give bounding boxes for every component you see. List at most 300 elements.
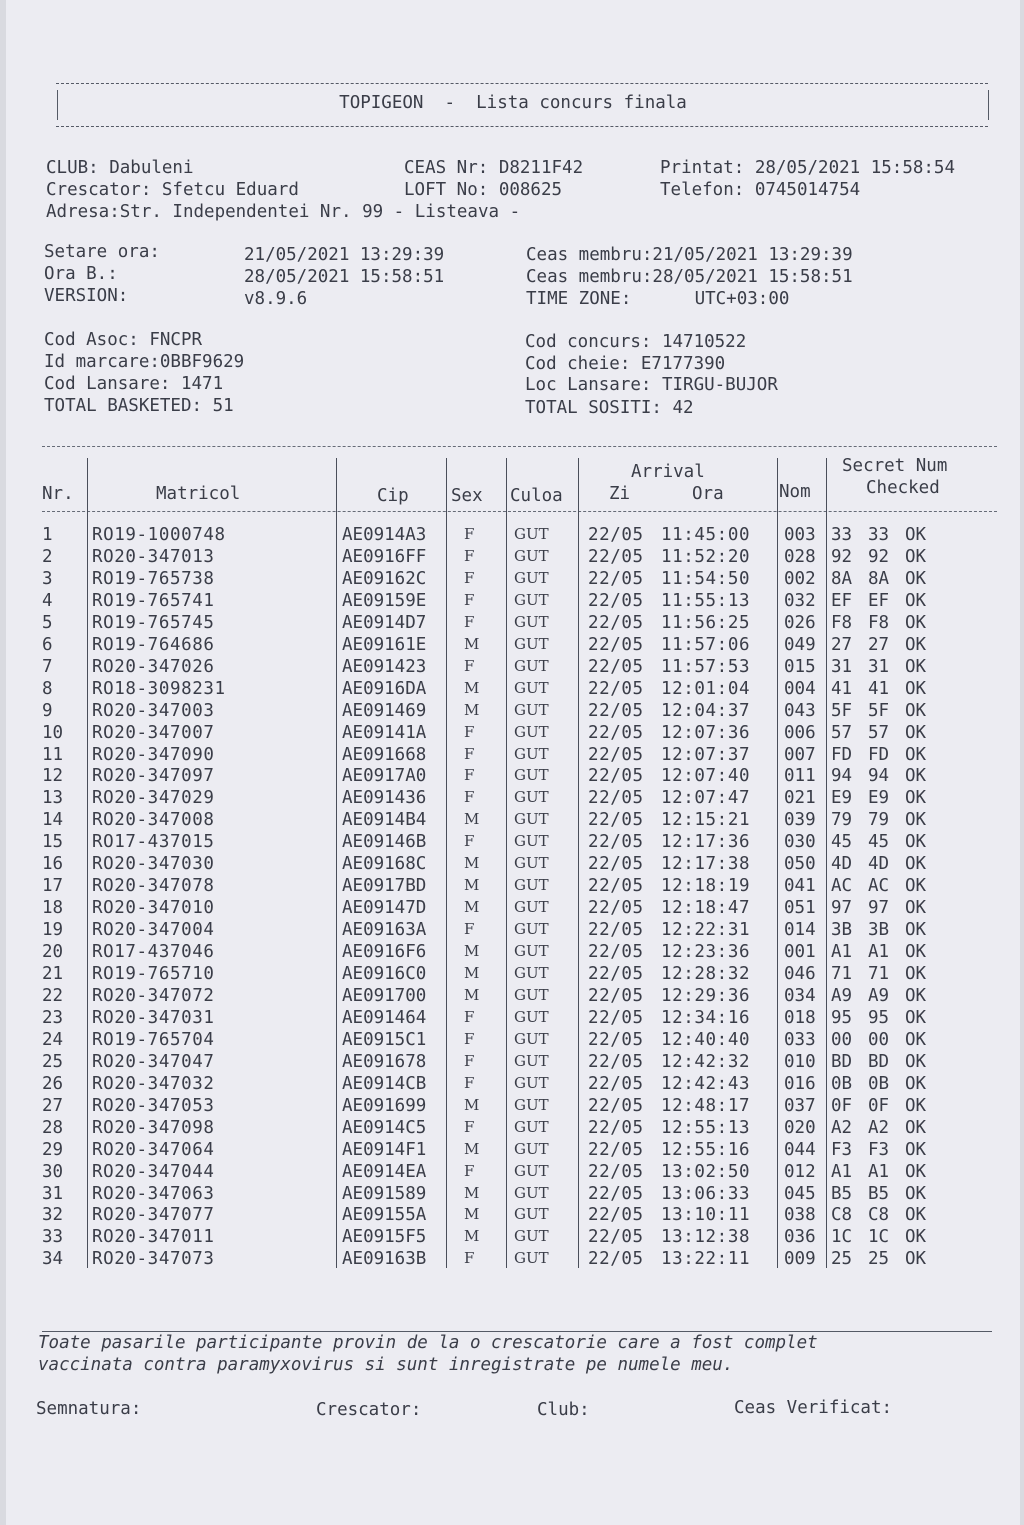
row-day: 22/05 (588, 590, 644, 611)
row-nr: 1 (42, 525, 53, 545)
row-secret-2: 45 (868, 832, 890, 853)
row-secret-1: B5 (831, 1183, 853, 1204)
row-time: 12:17:36 (661, 832, 751, 853)
row-secret-2: 33 (868, 525, 890, 545)
row-time: 13:10:11 (661, 1205, 751, 1226)
row-cip: AE0916FF (342, 546, 427, 567)
table-row (6, 547, 1020, 569)
row-secret-1: F3 (831, 1139, 853, 1160)
row-nr: 19 (42, 920, 64, 941)
clock-b-label: Ora B.: (44, 264, 118, 284)
row-sex: M (464, 898, 480, 917)
row-nr: 5 (42, 612, 53, 633)
member-clock-start: Ceas membru:21/05/2021 13:29:39 (526, 245, 853, 265)
row-nom: 004 (784, 678, 816, 699)
row-day: 22/05 (588, 525, 644, 545)
row-cip: AE091678 (342, 1051, 427, 1072)
table-row (6, 1052, 1020, 1074)
table-row (6, 1118, 1020, 1140)
row-day: 22/05 (588, 1029, 644, 1050)
row-checked: OK (905, 525, 927, 545)
row-cip: AE09155A (342, 1205, 427, 1226)
row-checked: OK (905, 722, 927, 743)
row-nom: 044 (784, 1139, 816, 1160)
row-nr: 15 (42, 832, 64, 853)
row-secret-2: 31 (868, 656, 890, 677)
row-checked: OK (905, 810, 927, 831)
row-time: 11:45:00 (661, 525, 751, 545)
row-secret-2: 4D (868, 854, 890, 875)
print-timestamp: Printat: 28/05/2021 15:58:54 (660, 158, 956, 178)
row-sex: F (464, 1007, 475, 1026)
row-time: 11:56:25 (661, 612, 751, 633)
row-time: 12:07:37 (661, 744, 751, 765)
clock-b-value: 28/05/2021 15:58:51 (244, 267, 445, 287)
row-day: 22/05 (588, 964, 644, 984)
row-culoa: GUT (514, 546, 549, 565)
row-matricol: RO20-347029 (92, 788, 215, 809)
row-time: 12:42:32 (661, 1051, 751, 1072)
row-nom: 010 (784, 1051, 816, 1072)
row-sex: F (464, 1117, 475, 1136)
row-time: 12:48:17 (661, 1095, 751, 1116)
row-time: 12:22:31 (661, 920, 751, 941)
row-day: 22/05 (588, 722, 644, 743)
row-cip: AE09147D (342, 898, 427, 919)
row-secret-1: 00 (831, 1029, 853, 1050)
row-checked: OK (905, 590, 927, 611)
row-time: 12:07:40 (661, 766, 751, 787)
row-matricol: RO19-764686 (92, 634, 215, 655)
row-culoa: GUT (514, 766, 549, 785)
row-day: 22/05 (588, 656, 644, 677)
row-sex: M (464, 678, 480, 697)
release-location: Loc Lansare: TIRGU-BUJOR (525, 375, 778, 395)
row-checked: OK (905, 1007, 927, 1028)
row-matricol: RO20-347098 (92, 1117, 215, 1138)
row-nr: 2 (42, 546, 53, 567)
row-time: 12:07:47 (661, 788, 751, 809)
row-time: 12:42:43 (661, 1073, 751, 1094)
row-checked: OK (905, 964, 927, 984)
table-row (6, 1205, 1020, 1227)
row-nom: 049 (784, 634, 816, 655)
row-checked: OK (905, 898, 927, 919)
row-checked: OK (905, 766, 927, 787)
row-day: 22/05 (588, 700, 644, 721)
row-nr: 23 (42, 1007, 64, 1028)
row-nr: 27 (42, 1095, 64, 1116)
row-nr: 34 (42, 1249, 64, 1270)
row-day: 22/05 (588, 942, 644, 963)
table-row (6, 569, 1020, 591)
header-nr: Nr. (42, 484, 74, 504)
row-secret-2: 95 (868, 1007, 890, 1028)
row-nr: 12 (42, 766, 64, 787)
release-code: Cod Lansare: 1471 (44, 374, 224, 394)
row-nr: 3 (42, 568, 53, 589)
row-nr: 11 (42, 744, 64, 765)
row-matricol: RO20-347026 (92, 656, 215, 677)
table-row (6, 832, 1020, 854)
clock-verified-label: Ceas Verificat: (734, 1398, 893, 1418)
row-secret-1: 8A (831, 568, 853, 589)
row-secret-1: 92 (831, 546, 853, 567)
row-culoa: GUT (514, 1227, 549, 1246)
version-label: VERSION: (44, 286, 129, 306)
row-secret-1: AC (831, 876, 853, 897)
row-matricol: RO20-347053 (92, 1095, 215, 1116)
row-checked: OK (905, 1249, 927, 1270)
row-nr: 13 (42, 788, 64, 809)
row-sex: F (464, 612, 475, 631)
row-secret-2: FD (868, 744, 890, 765)
row-secret-2: 57 (868, 722, 890, 743)
breeder-signature-label: Crescator: (316, 1400, 422, 1420)
header-culoa: Culoa (510, 486, 563, 506)
row-day: 22/05 (588, 1139, 644, 1160)
row-day: 22/05 (588, 788, 644, 809)
header-checked: Checked (866, 478, 940, 498)
row-secret-1: A1 (831, 942, 853, 963)
row-culoa: GUT (514, 964, 549, 982)
row-nom: 015 (784, 656, 816, 677)
row-nom: 011 (784, 766, 816, 787)
row-nr: 21 (42, 964, 64, 984)
row-day: 22/05 (588, 1205, 644, 1226)
row-sex: F (464, 568, 475, 587)
row-secret-2: 8A (868, 568, 890, 589)
row-cip: AE091589 (342, 1183, 427, 1204)
row-sex: M (464, 1227, 480, 1246)
row-cip: AE09168C (342, 854, 427, 875)
row-sex: F (464, 656, 475, 675)
row-cip: AE09161E (342, 634, 427, 655)
row-matricol: RO19-765745 (92, 612, 215, 633)
row-checked: OK (905, 1139, 927, 1160)
row-cip: AE0915C1 (342, 1029, 427, 1050)
association-code: Cod Asoc: FNCPR (44, 330, 203, 350)
row-sex: M (464, 985, 480, 1004)
row-secret-1: C8 (831, 1205, 853, 1226)
row-culoa: GUT (514, 876, 549, 895)
row-culoa: GUT (514, 1117, 549, 1136)
row-nr: 20 (42, 942, 64, 963)
row-secret-2: 3B (868, 920, 890, 941)
row-secret-2: A1 (868, 942, 890, 963)
row-nom: 018 (784, 1007, 816, 1028)
row-culoa: GUT (514, 920, 549, 939)
row-secret-2: F3 (868, 1139, 890, 1160)
row-checked: OK (905, 1183, 927, 1204)
title-box-bottom-border (56, 126, 988, 127)
row-checked: OK (905, 1117, 927, 1138)
row-time: 12:04:37 (661, 700, 751, 721)
row-cip: AE091436 (342, 788, 427, 809)
row-checked: OK (905, 634, 927, 655)
time-zone: TIME ZONE: UTC+03:00 (526, 289, 790, 309)
breeder-name: Crescator: Sfetcu Eduard (46, 180, 299, 200)
row-checked: OK (905, 1095, 927, 1116)
declaration-line-2: vaccinata contra paramyxovirus si sunt inregistrate pe numele meu. (38, 1355, 734, 1375)
row-secret-1: 94 (831, 766, 853, 787)
row-time: 11:57:06 (661, 634, 751, 655)
row-checked: OK (905, 656, 927, 677)
row-time: 11:54:50 (661, 568, 751, 589)
row-nr: 24 (42, 1029, 64, 1050)
row-sex: M (464, 964, 480, 982)
table-row (6, 1184, 1020, 1206)
row-nr: 10 (42, 722, 64, 743)
row-day: 22/05 (588, 634, 644, 655)
row-matricol: RO20-347007 (92, 722, 215, 743)
header-matricol: Matricol (156, 484, 241, 504)
row-culoa: GUT (514, 744, 549, 763)
row-cip: AE0914C5 (342, 1117, 427, 1138)
row-nom: 003 (784, 525, 816, 545)
row-secret-1: 71 (831, 964, 853, 984)
row-matricol: RO20-347011 (92, 1227, 215, 1248)
row-day: 22/05 (588, 810, 644, 831)
row-checked: OK (905, 788, 927, 809)
row-matricol: RO17-437046 (92, 942, 215, 963)
table-row (6, 745, 1020, 767)
marking-id: Id marcare:0BBF9629 (44, 352, 245, 372)
row-secret-2: BD (868, 1051, 890, 1072)
row-time: 11:57:53 (661, 656, 751, 677)
row-sex: M (464, 700, 480, 719)
table-row (6, 1008, 1020, 1030)
table-row (6, 1249, 1020, 1271)
row-cip: AE091469 (342, 700, 427, 721)
row-sex: F (464, 766, 475, 785)
row-matricol: RO20-347047 (92, 1051, 215, 1072)
row-nom: 030 (784, 832, 816, 853)
row-culoa: GUT (514, 700, 549, 719)
row-nom: 036 (784, 1227, 816, 1248)
header-nom: Nom (779, 482, 811, 502)
row-matricol: RO20-347072 (92, 985, 215, 1006)
row-checked: OK (905, 920, 927, 941)
row-day: 22/05 (588, 1051, 644, 1072)
row-day: 22/05 (588, 1073, 644, 1094)
row-nr: 18 (42, 898, 64, 919)
row-sex: M (464, 942, 480, 961)
row-nom: 050 (784, 854, 816, 875)
row-checked: OK (905, 678, 927, 699)
table-row (6, 1162, 1020, 1184)
row-matricol: RO19-765704 (92, 1029, 215, 1050)
row-nom: 032 (784, 590, 816, 611)
header-sex: Sex (451, 486, 483, 506)
table-row (6, 920, 1020, 942)
table-row (6, 788, 1020, 810)
row-matricol: RO18-3098231 (92, 678, 226, 699)
row-cip: AE09141A (342, 722, 427, 743)
table-row (6, 898, 1020, 920)
row-time: 13:02:50 (661, 1161, 751, 1182)
row-cip: AE0914A3 (342, 525, 427, 545)
row-matricol: RO20-347078 (92, 876, 215, 897)
row-time: 12:17:38 (661, 854, 751, 875)
row-secret-1: 5F (831, 700, 853, 721)
row-culoa: GUT (514, 1051, 549, 1070)
table-row (6, 591, 1020, 613)
footer-divider (42, 1331, 992, 1332)
row-culoa: GUT (514, 612, 549, 631)
row-day: 22/05 (588, 678, 644, 699)
table-row (6, 723, 1020, 745)
row-matricol: RO20-347032 (92, 1073, 215, 1094)
row-nom: 014 (784, 920, 816, 941)
row-secret-2: 94 (868, 766, 890, 787)
row-matricol: RO20-347008 (92, 810, 215, 831)
row-culoa: GUT (514, 942, 549, 961)
row-secret-1: 0B (831, 1073, 853, 1094)
row-secret-2: 5F (868, 700, 890, 721)
row-cip: AE091668 (342, 744, 427, 765)
row-nr: 26 (42, 1073, 64, 1094)
row-nom: 034 (784, 985, 816, 1006)
row-day: 22/05 (588, 1183, 644, 1204)
row-time: 11:55:13 (661, 590, 751, 611)
row-culoa: GUT (514, 1007, 549, 1026)
row-secret-2: F8 (868, 612, 890, 633)
row-secret-2: 00 (868, 1029, 890, 1050)
row-checked: OK (905, 700, 927, 721)
table-row (6, 1096, 1020, 1118)
row-checked: OK (905, 832, 927, 853)
table-row (6, 986, 1020, 1008)
row-nom: 026 (784, 612, 816, 633)
phone-number: Telefon: 0745014754 (660, 180, 861, 200)
row-nr: 28 (42, 1117, 64, 1138)
row-cip: AE091464 (342, 1007, 427, 1028)
row-secret-1: F8 (831, 612, 853, 633)
row-culoa: GUT (514, 810, 549, 829)
row-secret-1: 25 (831, 1249, 853, 1270)
row-checked: OK (905, 1161, 927, 1182)
table-row (6, 1227, 1020, 1249)
row-cip: AE0914CB (342, 1073, 427, 1094)
row-time: 11:52:20 (661, 546, 751, 567)
row-time: 12:55:16 (661, 1139, 751, 1160)
row-secret-2: 97 (868, 898, 890, 919)
row-secret-2: A2 (868, 1117, 890, 1138)
row-secret-2: C8 (868, 1205, 890, 1226)
row-day: 22/05 (588, 766, 644, 787)
row-nom: 039 (784, 810, 816, 831)
row-checked: OK (905, 568, 927, 589)
row-checked: OK (905, 1051, 927, 1072)
table-row (6, 876, 1020, 898)
row-secret-1: FD (831, 744, 853, 765)
row-nr: 22 (42, 985, 64, 1006)
row-secret-2: 71 (868, 964, 890, 984)
row-secret-2: 0B (868, 1073, 890, 1094)
row-sex: F (464, 1249, 475, 1268)
row-nr: 33 (42, 1227, 64, 1248)
header-arrival: Arrival (631, 462, 705, 482)
row-secret-1: 0F (831, 1095, 853, 1116)
race-code: Cod concurs: 14710522 (525, 332, 747, 352)
row-day: 22/05 (588, 546, 644, 567)
row-matricol: RO19-765741 (92, 590, 215, 611)
row-nom: 045 (784, 1183, 816, 1204)
row-checked: OK (905, 1227, 927, 1248)
row-secret-2: 27 (868, 634, 890, 655)
row-nom: 033 (784, 1029, 816, 1050)
row-culoa: GUT (514, 590, 549, 609)
row-secret-1: 57 (831, 722, 853, 743)
row-sex: F (464, 788, 475, 807)
row-culoa: GUT (514, 1139, 549, 1158)
row-checked: OK (905, 612, 927, 633)
row-nom: 051 (784, 898, 816, 919)
header-zi: Zi (609, 484, 631, 504)
row-culoa: GUT (514, 1249, 549, 1268)
row-cip: AE0916C0 (342, 964, 427, 984)
row-matricol: RO20-347090 (92, 744, 215, 765)
table-header-bottom-border (42, 511, 997, 512)
row-secret-1: 97 (831, 898, 853, 919)
table-row (6, 679, 1020, 701)
row-checked: OK (905, 1029, 927, 1050)
table-header-top-border (42, 446, 997, 447)
row-time: 12:18:19 (661, 876, 751, 897)
row-sex: F (464, 920, 475, 939)
row-secret-1: A1 (831, 1161, 853, 1182)
row-sex: M (464, 876, 480, 895)
row-culoa: GUT (514, 1095, 549, 1114)
row-culoa: GUT (514, 1161, 549, 1180)
row-cip: AE0914B4 (342, 810, 427, 831)
row-cip: AE0917A0 (342, 766, 427, 787)
row-day: 22/05 (588, 920, 644, 941)
row-nom: 007 (784, 744, 816, 765)
row-cip: AE0914EA (342, 1161, 427, 1182)
row-sex: F (464, 1029, 475, 1048)
row-checked: OK (905, 876, 927, 897)
table-row (6, 1140, 1020, 1162)
row-nom: 020 (784, 1117, 816, 1138)
clock-set-label: Setare ora: (44, 242, 160, 262)
row-nr: 7 (42, 656, 53, 677)
row-culoa: GUT (514, 1205, 549, 1224)
row-matricol: RO19-765710 (92, 964, 215, 984)
printed-sheet (6, 0, 1020, 1525)
row-nr: 30 (42, 1161, 64, 1182)
row-nr: 17 (42, 876, 64, 897)
row-matricol: RO19-765738 (92, 568, 215, 589)
row-time: 12:34:16 (661, 1007, 751, 1028)
table-row (6, 810, 1020, 832)
total-basketed: TOTAL BASKETED: 51 (44, 396, 234, 416)
row-checked: OK (905, 546, 927, 567)
row-secret-1: 41 (831, 678, 853, 699)
row-cip: AE091423 (342, 656, 427, 677)
row-day: 22/05 (588, 1095, 644, 1116)
row-nr: 9 (42, 700, 53, 721)
table-row (6, 657, 1020, 679)
row-matricol: RO17-437015 (92, 832, 215, 853)
row-secret-1: 79 (831, 810, 853, 831)
row-sex: M (464, 854, 480, 873)
row-secret-2: E9 (868, 788, 890, 809)
row-secret-2: A9 (868, 985, 890, 1006)
row-nr: 32 (42, 1205, 64, 1226)
row-secret-2: EF (868, 590, 890, 611)
